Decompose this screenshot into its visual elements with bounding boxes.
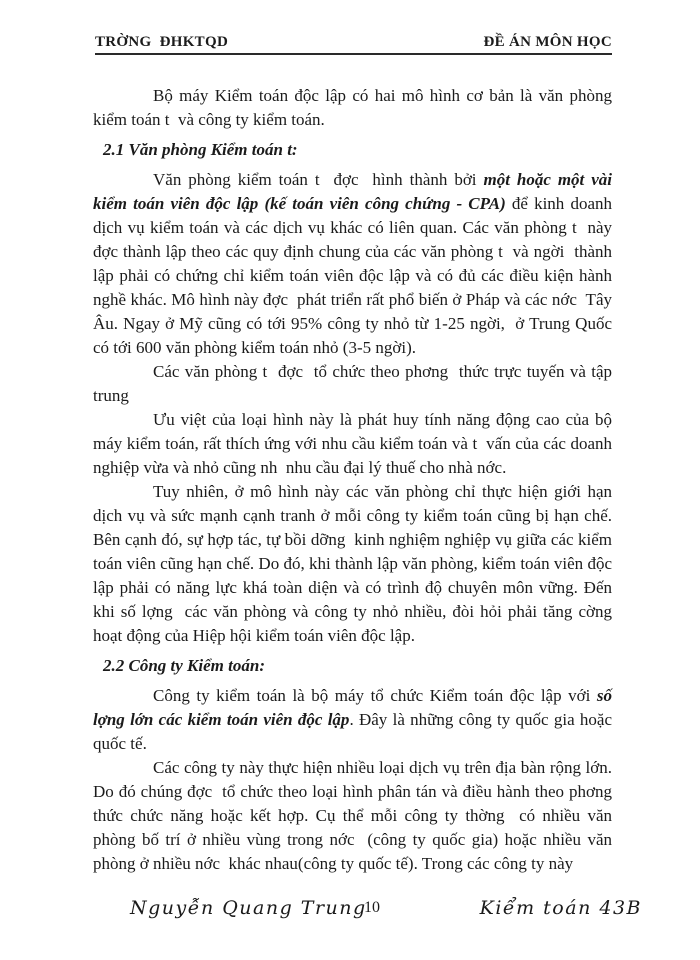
- document-body: [93, 84, 621, 876]
- paragraph: [93, 684, 617, 756]
- text-run: Công ty kiểm toán là bộ máy tổ chức Kiểm toán độc lập với: [153, 686, 597, 705]
- paragraph: [93, 408, 617, 480]
- page-header: [95, 34, 612, 55]
- footer-page-number: 10: [364, 899, 380, 916]
- emphasized-text-run: 2.1 Văn phòng Kiểm toán t:: [103, 140, 298, 159]
- paragraph: [93, 84, 617, 132]
- paragraph: [93, 480, 617, 648]
- paragraph: [93, 360, 617, 408]
- footer-class-name: Kiểm toán 43B: [479, 897, 642, 919]
- section-heading: [93, 138, 612, 162]
- text-run: để kinh doanh dịch vụ kiểm toán và các dịch vụ khác có liên quan. Các văn phòng t này đợc thành lập theo các quy định chung của các văn phòng t và ngời thành lập phải có chứng chỉ kiểm toán viên độc lập và có đủ các điều kiện hành nghề khác. Mô hình này đợc phát triển rất phổ biến ở Pháp và các nớc Tây Âu. Ngay ở Mỹ cũng có tới 95% công ty nhỏ từ 1-25 ngời, ở Trung Quốc có tới 600 văn phòng kiểm toán nhỏ (3-5 ngời).: [93, 194, 617, 357]
- emphasized-text-run: một hoặc một vài kiểm toán viên độc lập (kế toán viên công chứng - CPA): [93, 170, 617, 213]
- header-course-title: ĐỀ ÁN MÔN HỌC: [483, 34, 612, 50]
- text-run: Các công ty này thực hiện nhiều loại dịch vụ trên địa bàn rộng lớn. Do đó chúng đợc tổ chức theo loại hình phân tán và điều hành theo phơng thức chức năng hoặc kết hợp. Cụ thể mỗi công ty thờng có nhiều văn phòng bố trí ở nhiều vùng trong nớc (công ty quốc gia) hoặc nhiều văn phòng ở nhiều nớc khác nhau(công ty quốc tế). Trong các công ty này: [93, 758, 621, 873]
- text-run: Các văn phòng t đợc tổ chức theo phơng thức trực tuyến và tập trung: [93, 362, 617, 405]
- emphasized-text-run: số lợng lớn các kiểm toán viên độc lập: [93, 686, 617, 729]
- paragraph: [93, 168, 617, 360]
- paragraph: [93, 756, 621, 876]
- text-run: Ưu việt của loại hình này là phát huy tính năng động cao của bộ máy kiểm toán, rất thích ứng với nhu cầu kiểm toán và t vấn của các doanh nghiệp vừa và nhỏ cũng nh nhu cầu đại lý thuế cho nhà nớc.: [93, 410, 617, 477]
- header-school-name: TRỜNG ĐHKTQD: [95, 34, 229, 50]
- text-run: . Đây là những công ty quốc gia hoặc quốc tế.: [93, 710, 617, 753]
- footer-author-name: Nguyễn Quang Trung: [130, 897, 367, 919]
- emphasized-text-run: 2.2 Công ty Kiểm toán:: [103, 656, 265, 675]
- text-run: Văn phòng kiểm toán t đợc hình thành bởi: [153, 170, 484, 189]
- text-run: Bộ máy Kiểm toán độc lập có hai mô hình cơ bản là văn phòng kiểm toán t và công ty kiểm toán.: [93, 86, 617, 129]
- text-run: Tuy nhiên, ở mô hình này các văn phòng chỉ thực hiện giới hạn dịch vụ và sức mạnh cạnh tranh ở mỗi công ty kiểm toán cũng bị hạn chế. Bên cạnh đó, sự hợp tác, tự bồi dỡng kinh nghiệm nghiệp vụ giữa các kiểm toán viên cũng hạn chế. Do đó, khi thành lập văn phòng, kiểm toán viên độc lập phải có năng lực khá toàn diện và có trình độ chuyên môn vững. Đến khi số lợng các văn phòng và công ty nhỏ nhiều, đòi hỏi phải tăng cờng hoạt động của Hiệp hội kiểm toán viên độc lập.: [93, 482, 617, 645]
- section-heading: [93, 654, 612, 678]
